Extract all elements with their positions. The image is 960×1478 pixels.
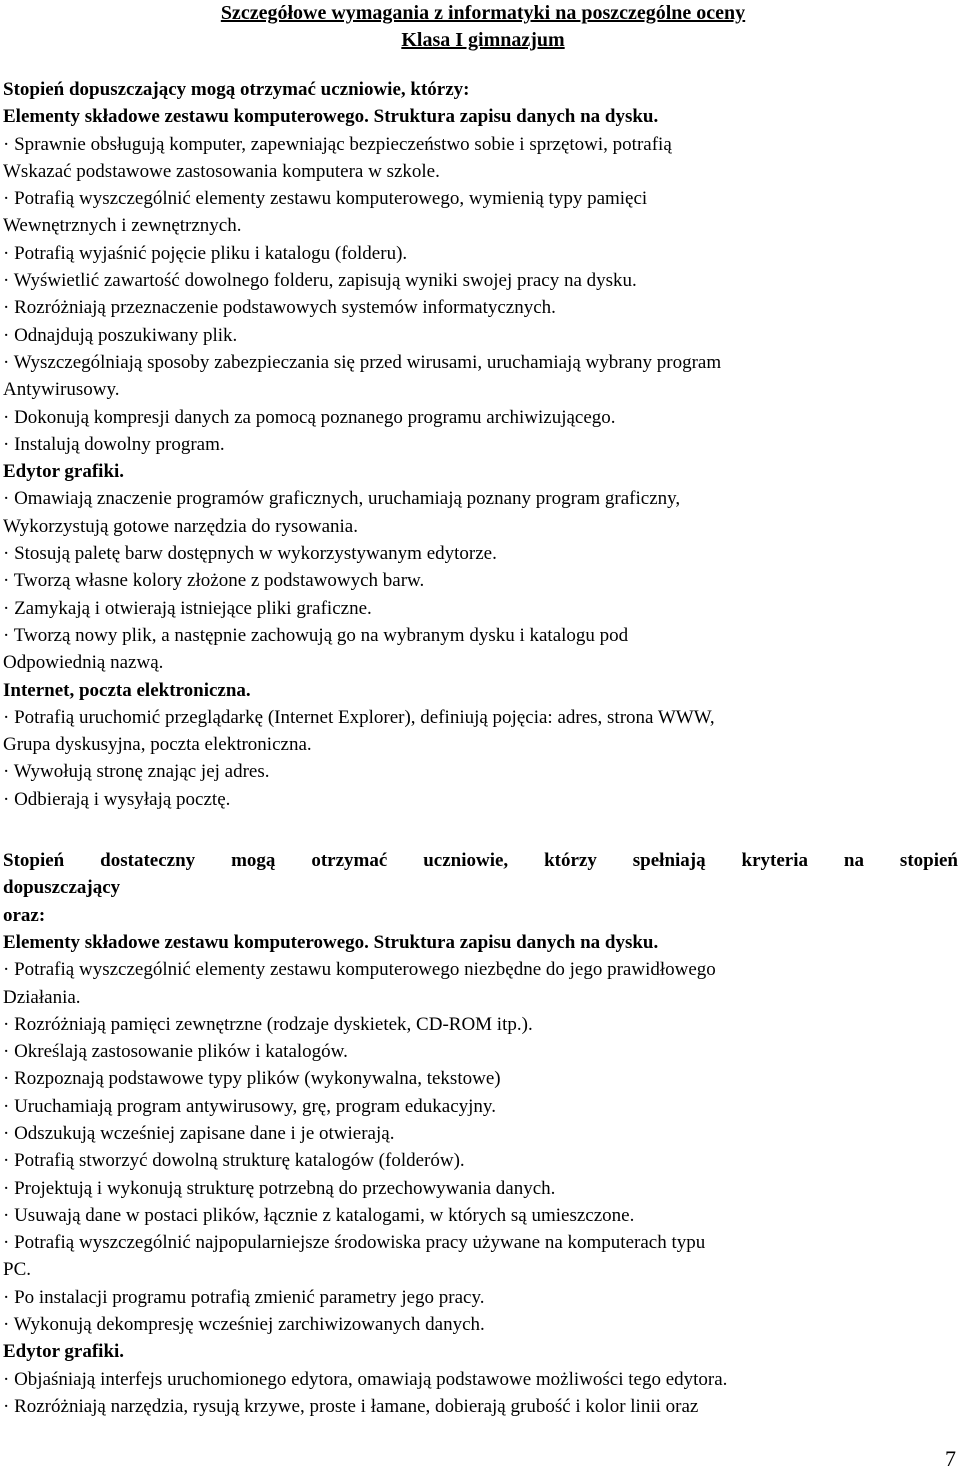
requirement-item: · Potrafią uruchomić przeglądarkę (Internet Explorer), definiują pojęcia: adres, strona WWW, bbox=[3, 706, 715, 728]
grade-satisfactory-heading: Stopień dostateczny mogą otrzymać uczniowie, którzy spełniają kryteria na stopień bbox=[3, 850, 958, 872]
requirement-item: · Rozróżniają narzędzia, rysują krzywe, proste i łamane, dobierają grubość i kolor linii oraz bbox=[3, 1395, 699, 1417]
grade-sufficient-block bbox=[3, 76, 958, 813]
requirement-item: · Uruchamiają program antywirusowy, grę, program edukacyjny. bbox=[3, 1095, 496, 1117]
requirement-item: · Tworzą własne kolory złożone z podstawowych barw. bbox=[3, 570, 425, 592]
requirement-item: · Tworzą nowy plik, a następnie zachowują go na wybranym dysku i katalogu pod bbox=[3, 624, 629, 646]
requirement-item: · Wyszczególniają sposoby zabezpieczania się przed wirusami, uruchamiają wybrany program bbox=[3, 351, 722, 373]
requirement-list bbox=[3, 1366, 958, 1421]
requirement-list bbox=[3, 956, 958, 1338]
section-heading: Elementy składowe zestawu komputerowego. Struktura zapisu danych na dysku. bbox=[3, 106, 659, 128]
requirement-item-continuation: Wskazać podstawowe zastosowania komputera w szkole. bbox=[3, 160, 440, 182]
requirement-item: · Rozróżniają przeznaczenie podstawowych systemów informatycznych. bbox=[3, 297, 556, 319]
requirement-item-continuation: Wykorzystują gotowe narzędzia do rysowania. bbox=[3, 515, 358, 537]
requirement-item: · Odszukują wcześniej zapisane dane i je otwierają. bbox=[3, 1122, 395, 1144]
requirement-item: · Odnajdują poszukiwany plik. bbox=[3, 324, 238, 346]
requirement-item-continuation: Odpowiednią nazwą. bbox=[3, 652, 164, 674]
requirement-item: · Potrafią wyszczególnić elementy zestawu komputerowego, wymienią typy pamięci bbox=[3, 188, 648, 210]
requirement-item-continuation: Działania. bbox=[3, 986, 81, 1008]
requirement-list bbox=[3, 131, 958, 459]
document-page bbox=[3, 0, 958, 1420]
requirement-list bbox=[3, 485, 958, 676]
grade-satisfactory-heading-cont: dopuszczający bbox=[3, 877, 121, 899]
requirement-item: · Rozpoznają podstawowe typy plików (wykonywalna, tekstowe) bbox=[3, 1068, 501, 1090]
requirement-item: · Odbierają i wysyłają pocztę. bbox=[3, 788, 231, 810]
requirement-item-continuation: Antywirusowy. bbox=[3, 379, 120, 401]
requirement-item: · Wykonują dekompresję wcześniej zarchiwizowanych danych. bbox=[3, 1314, 485, 1336]
requirement-item: · Sprawnie obsługują komputer, zapewniając bezpieczeństwo sobie i sprzętowi, potrafią bbox=[3, 133, 672, 155]
requirement-item-continuation: Grupa dyskusyjna, poczta elektroniczna. bbox=[3, 734, 312, 756]
requirement-item: · Stosują paletę barw dostępnych w wykorzystywanym edytorze. bbox=[3, 543, 497, 565]
page-number: 7 bbox=[945, 1446, 956, 1471]
requirement-list bbox=[3, 704, 958, 813]
requirement-item: · Wyświetlić zawartość dowolnego folderu, zapisują wyniki swojej pracy na dysku. bbox=[3, 270, 637, 292]
grade-satisfactory-heading-oraz: oraz: bbox=[3, 904, 46, 926]
section-heading: Elementy składowe zestawu komputerowego. Struktura zapisu danych na dysku. bbox=[3, 931, 659, 953]
requirement-item: · Potrafią wyszczególnić elementy zestawu komputerowego niezbędne do jego prawidłowego bbox=[3, 959, 716, 981]
requirement-item: · Dokonują kompresji danych za pomocą poznanego programu archiwizującego. bbox=[3, 406, 616, 428]
requirement-item: · Rozróżniają pamięci zewnętrzne (rodzaje dyskietek, CD-ROM itp.). bbox=[3, 1013, 533, 1035]
grade-satisfactory-block bbox=[3, 847, 958, 1420]
requirement-item: · Instalują dowolny program. bbox=[3, 433, 225, 455]
requirement-item: · Potrafią wyjaśnić pojęcie pliku i katalogu (folderu). bbox=[3, 242, 408, 264]
requirement-item: · Potrafią stworzyć dowolną strukturę katalogów (folderów). bbox=[3, 1150, 465, 1172]
requirement-item: · Wywołują stronę znając jej adres. bbox=[3, 761, 270, 783]
grade-sufficient-heading: Stopień dopuszczający mogą otrzymać uczniowie, którzy: bbox=[3, 79, 470, 100]
section-heading: Edytor grafiki. bbox=[3, 1341, 125, 1363]
requirement-item: · Projektują i wykonują strukturę potrzebną do przechowywania danych. bbox=[3, 1177, 556, 1199]
document-title: Szczegółowe wymagania z informatyki na poszczególne oceny bbox=[220, 2, 746, 24]
requirement-item: · Potrafią wyszczególnić najpopularniejsze środowiska pracy używane na komputerach typu bbox=[3, 1232, 706, 1254]
requirement-item: · Po instalacji programu potrafią zmienić parametry jego pracy. bbox=[3, 1286, 485, 1308]
requirement-item: · Usuwają dane w postaci plików, łącznie z katalogami, w których są umieszczone. bbox=[3, 1204, 635, 1226]
document-subtitle: Klasa I gimnazjum bbox=[401, 29, 565, 51]
section-heading: Edytor grafiki. bbox=[3, 461, 125, 483]
requirement-item-continuation: PC. bbox=[3, 1259, 31, 1281]
requirement-item-continuation: Wewnętrznych i zewnętrznych. bbox=[3, 215, 242, 237]
requirement-item: · Objaśniają interfejs uruchomionego edytora, omawiają podstawowe możliwości tego edytora. bbox=[3, 1368, 728, 1390]
requirement-item: · Określają zastosowanie plików i katalogów. bbox=[3, 1041, 348, 1063]
requirement-item: · Zamykają i otwierają istniejące pliki graficzne. bbox=[3, 597, 372, 619]
section-heading: Internet, poczta elektroniczna. bbox=[3, 679, 251, 701]
requirement-item: · Omawiają znaczenie programów graficznych, uruchamiają poznany program graficzny, bbox=[3, 488, 681, 510]
